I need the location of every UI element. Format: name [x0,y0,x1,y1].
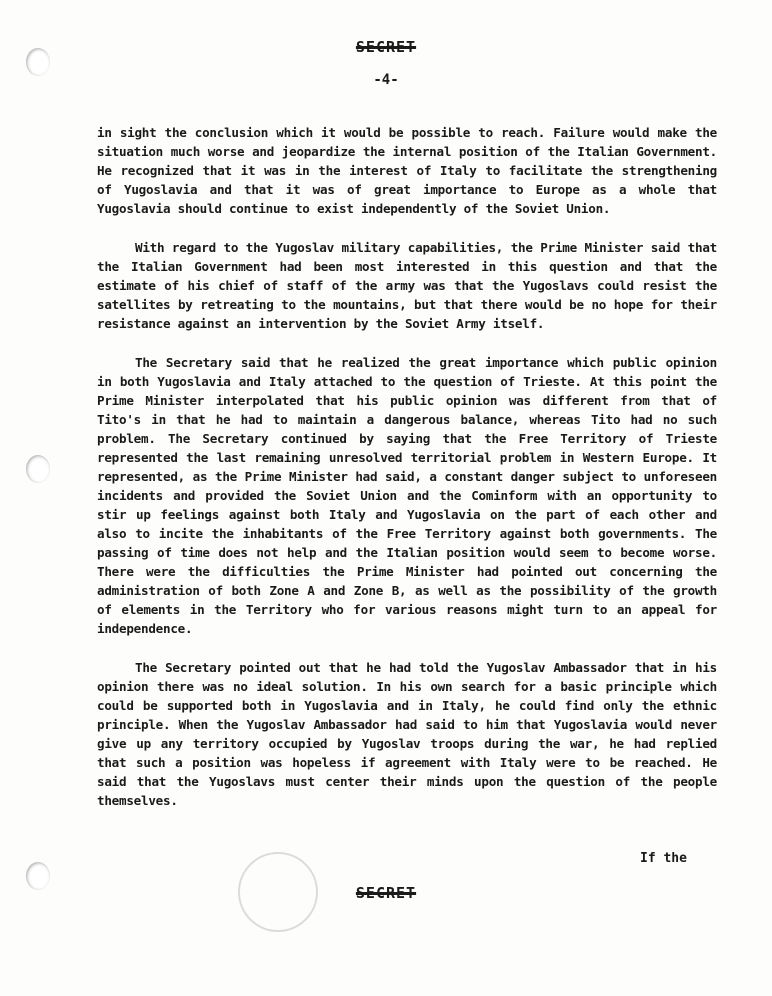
paragraph: The Secretary said that he realized the great importance which public opinion in both Yugoslavia and Italy attached to the question of Trieste. At this point the Prime Minister interpolated that his public opinion was different from that of Tito's in that he had to maintain a dangerous balance, whereas Tito had no such problem. The Secretary continued by saying that the Free Territory of Trieste represented the last remaining unresolved territorial problem in Western Europe. It represented, as the Prime Minister had said, a constant danger subject to unforeseen incidents and provided the Soviet Union and the Cominform with an opportunity to stir up feelings against both Italy and Yugoslavia on the part of each other and also to incite the inhabitants of the Free Territory against both governments. The passing of time does not help and the Italian position would seem to become worse. There were the difficulties the Prime Minister had pointed out concerning the administration of both Zone A and Zone B, as well as the possibility of the growth of elements in the Territory who for various reasons might turn to an appeal for independence. [97,355,717,636]
punch-hole [26,455,50,483]
continuation-text: If the [640,851,687,866]
page-number: -4- [373,72,399,88]
header-classification: SECRET [355,38,417,56]
paragraph: in sight the conclusion which it would be possible to reach. Failure would make the situation much worse and jeopardize the internal position of the Italian Government. He recognized that it was in the interest of Italy to facilitate the strengthening of Yugoslavia and that it was of great importance to Europe as a whole that Yugoslavia should continue to exist independently of the Soviet Union. [97,125,717,216]
footer-classification: SECRET [355,884,417,902]
document-body [97,123,717,830]
paragraph: With regard to the Yugoslav military capabilities, the Prime Minister said that the Italian Government had been most interested in this question and that the estimate of his chief of staff of the army was that the Yugoslavs could resist the satellites by retreating to the mountains, but that there would be no hope for their resistance against an intervention by the Soviet Army itself. [97,240,717,331]
paragraph: The Secretary pointed out that he had told the Yugoslav Ambassador that in his opinion there was no ideal solution. In his own search for a basic principle which could be supported both in Yugoslavia and in Italy, he could find only the ethnic principle. When the Yugoslav Ambassador had said to him that Yugoslavia would never give up any territory occupied by Yugoslav troops during the war, he had replied that such a position was hopeless if agreement with Italy were to be reached. He said that the Yugoslavs must center their minds upon the question of the people themselves. [97,660,717,808]
